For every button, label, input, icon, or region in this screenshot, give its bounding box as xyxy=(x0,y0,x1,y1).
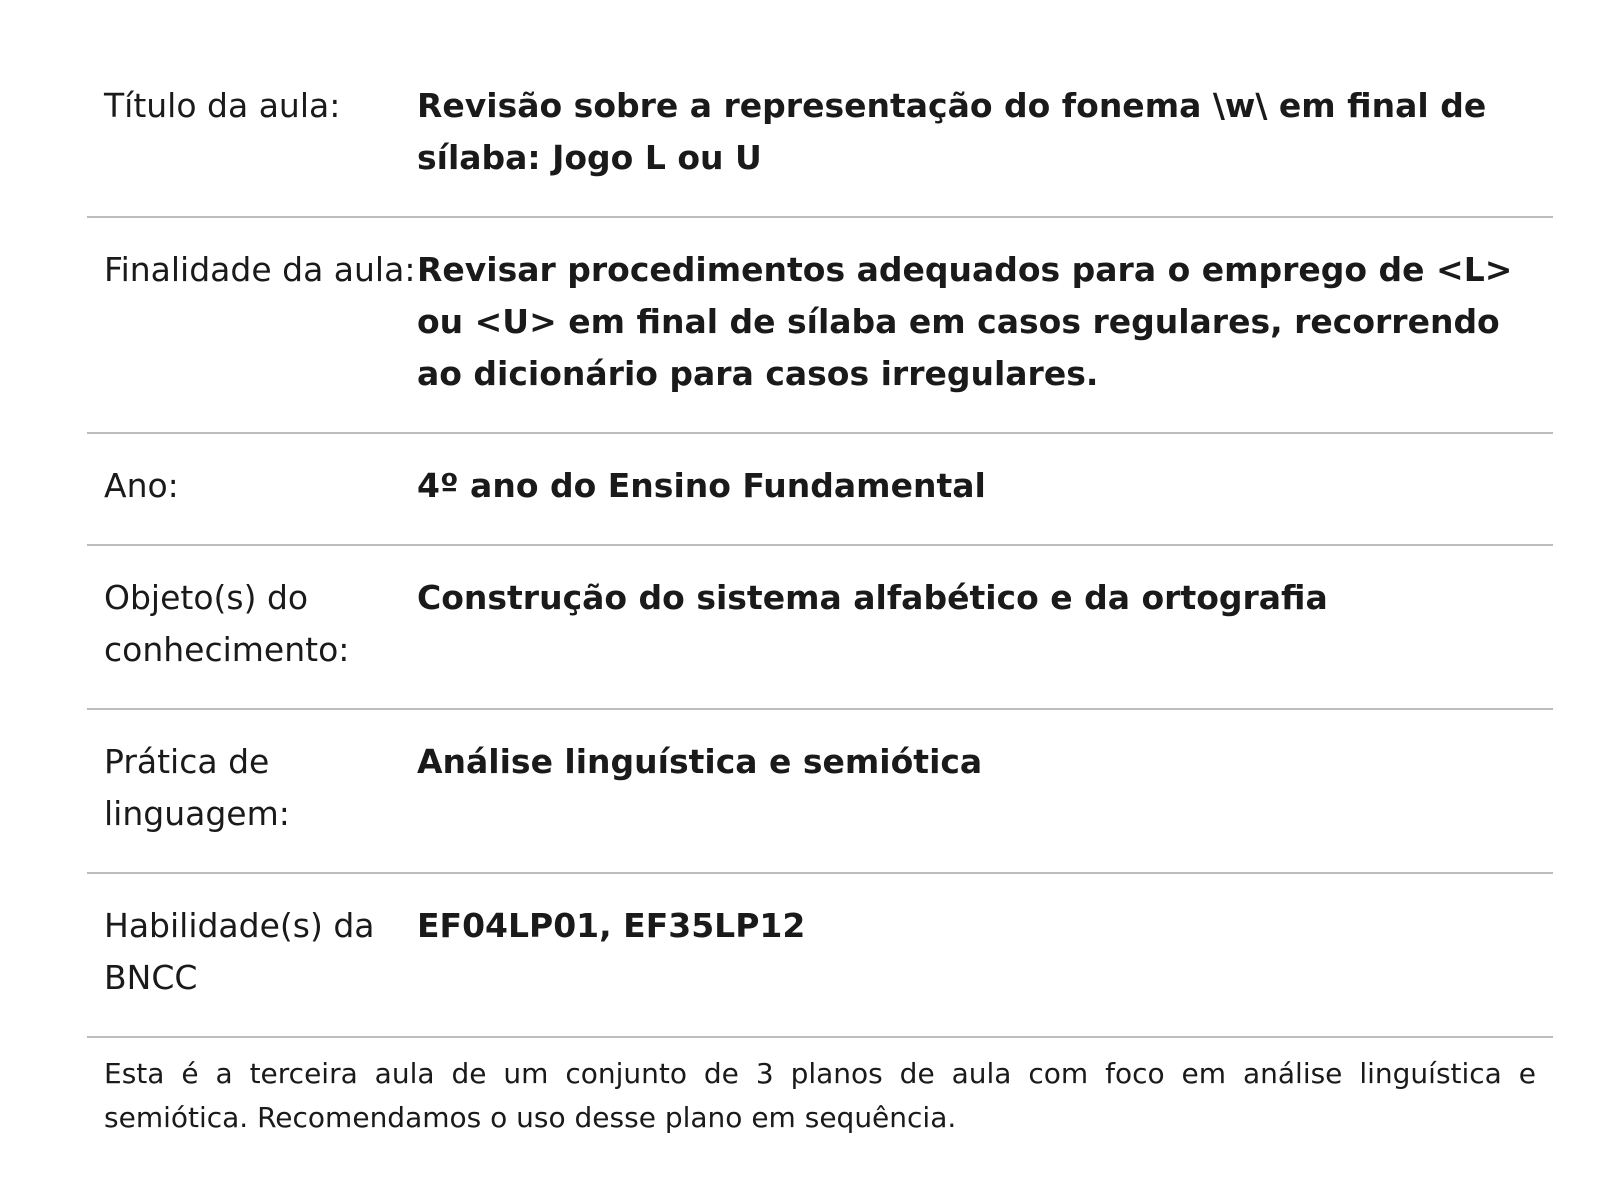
row-value: Análise linguística e semiótica xyxy=(417,742,983,781)
row-label: Objeto(s) do conhecimento: xyxy=(104,578,350,669)
row-label: Finalidade da aula: xyxy=(104,250,416,289)
row-habilidades xyxy=(87,874,1553,1038)
lesson-plan-document xyxy=(87,56,1553,1140)
row-objeto xyxy=(87,546,1553,710)
row-value: 4º ano do Ensino Fundamental xyxy=(417,466,986,505)
row-label: Ano: xyxy=(104,466,179,505)
row-label: Habilidade(s) da BNCC xyxy=(104,906,375,997)
sequence-note: Esta é a terceira aula de um conjunto de 3 planos de aula com foco em análise linguística e semiótica. Recomendamos o uso desse plano em sequência. xyxy=(104,1057,1536,1134)
row-label: Prática de linguagem: xyxy=(104,742,290,833)
row-value: Revisão sobre a representação do fonema \w\ em final de sílaba: Jogo L ou U xyxy=(417,86,1487,177)
row-ano xyxy=(87,434,1553,546)
row-titulo xyxy=(87,56,1553,218)
row-label: Título da aula: xyxy=(104,86,341,125)
row-pratica xyxy=(87,710,1553,874)
row-value: Construção do sistema alfabético e da ortografia xyxy=(417,578,1328,617)
row-value: EF04LP01, EF35LP12 xyxy=(417,906,806,945)
row-finalidade xyxy=(87,218,1553,434)
row-value: Revisar procedimentos adequados para o emprego de <L> ou <U> em final de sílaba em casos regulares, recorrendo ao dicionário para casos irregulares. xyxy=(417,250,1513,393)
